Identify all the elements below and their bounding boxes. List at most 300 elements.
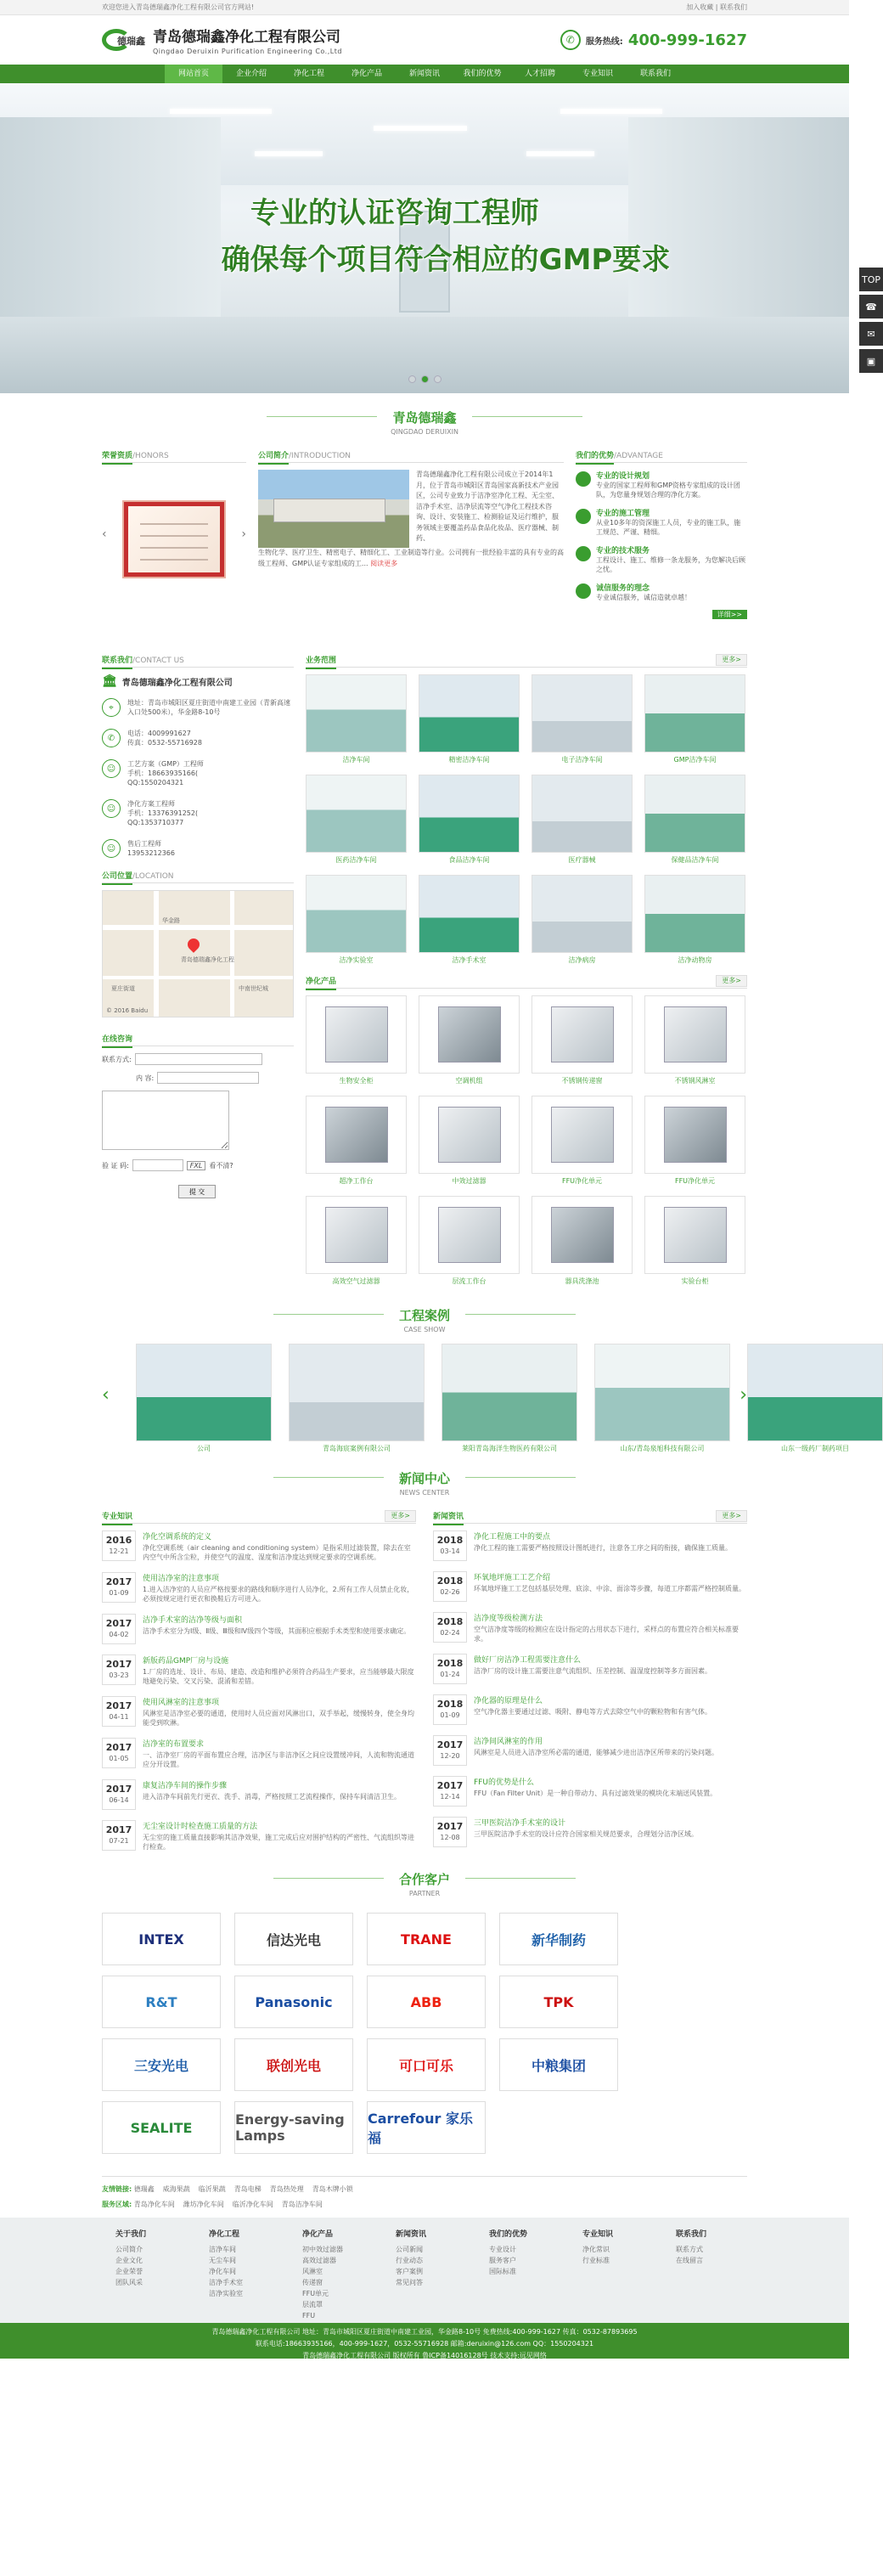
news-title[interactable]: 洁净室的布置要求 bbox=[143, 1740, 205, 1749]
product-caption: 高效空气过滤器 bbox=[332, 1277, 380, 1285]
business-item[interactable] bbox=[531, 674, 633, 764]
contact-text: 电话：4009991627 传真：0532-55716928 bbox=[127, 730, 202, 747]
partner-logo[interactable]: 中粮集团 bbox=[499, 2038, 618, 2091]
news-date: 2018 01-09 bbox=[433, 1694, 467, 1725]
check-icon bbox=[576, 471, 591, 487]
chevron-right-icon[interactable]: › bbox=[241, 527, 246, 541]
case-photo bbox=[594, 1344, 730, 1441]
consult-form: 在线咨询 联系方式: 内 容: 验 证 码: FXL 看不清? 提 交 bbox=[102, 1033, 294, 1198]
business-item[interactable] bbox=[531, 775, 633, 865]
news-date: 2017 07-21 bbox=[102, 1820, 136, 1851]
product-photo bbox=[531, 1196, 633, 1274]
news-title[interactable]: 洁净手术室的洁净等级与面积 bbox=[143, 1616, 243, 1625]
chevron-right-icon[interactable]: › bbox=[740, 1384, 747, 1406]
map-label: 青岛德瑞鑫净化工程 bbox=[181, 956, 234, 963]
footer-link[interactable]: 在线留言 bbox=[676, 2257, 703, 2264]
footer-link[interactable]: 客户案例 bbox=[396, 2268, 423, 2275]
business-photo bbox=[531, 674, 633, 753]
product-photo bbox=[531, 995, 633, 1074]
location-icon: ⌖ bbox=[102, 698, 121, 717]
news-summary: 一、洁净室厂房的平面布置应合理，洁净区与非洁净区之间应设置缓冲间，人流和物流通道应分开设置。 bbox=[143, 1751, 414, 1768]
news-summary: 空气净化器主要通过过滤、吸附、静电等方式去除空气中的颗粒物和有害气体。 bbox=[474, 1708, 711, 1716]
news-summary: 1.进入洁净室的人员应严格按要求的路线和顺序进行人员净化，2.所有工作人员禁止化妆，必须按规定进行更衣和换鞋后方可进入。 bbox=[143, 1586, 414, 1603]
product-item[interactable] bbox=[531, 1196, 633, 1286]
partner-logo[interactable]: R&T bbox=[102, 1976, 221, 2028]
product-caption: 不锈钢风淋室 bbox=[674, 1077, 716, 1085]
footer-link[interactable]: FFU单元 bbox=[302, 2290, 329, 2297]
footer-heading[interactable]: 关于我们 bbox=[115, 2230, 147, 2239]
product-item[interactable] bbox=[531, 995, 633, 1085]
business-caption: 洁净动物房 bbox=[678, 956, 712, 964]
news-summary: 三甲医院洁净手术室的设计应符合国家相关规范要求，合理划分洁净区域。 bbox=[474, 1830, 698, 1838]
advantage-item bbox=[576, 582, 747, 602]
news-title[interactable]: 使用风淋室的注意事项 bbox=[143, 1699, 220, 1707]
business-caption: 洁净实验室 bbox=[339, 956, 374, 964]
news-title[interactable]: 净化空调系统的定义 bbox=[143, 1533, 212, 1542]
partner-logo[interactable]: 信达光电 bbox=[234, 1913, 353, 1965]
news-item[interactable] bbox=[102, 1614, 416, 1644]
map-label: 华金路 bbox=[162, 917, 180, 924]
about-section-title: 青岛德瑞鑫 QINGDAO DERUIXIN bbox=[0, 409, 849, 436]
footer-link[interactable]: 初中效过滤器 bbox=[302, 2246, 343, 2253]
footer-heading[interactable]: 净化工程 bbox=[209, 2230, 240, 2239]
product-caption: 生物安全柜 bbox=[339, 1077, 374, 1085]
product-photo bbox=[531, 1096, 633, 1174]
footer-link[interactable]: FFU bbox=[302, 2312, 316, 2320]
news-title[interactable]: 环氧地坪施工工艺介绍 bbox=[474, 1574, 551, 1582]
contact-input[interactable] bbox=[135, 1053, 262, 1065]
case-caption: 山东一级药厂制药项目 bbox=[781, 1445, 849, 1452]
nav-item[interactable]: 联系我们 bbox=[639, 70, 671, 78]
chevron-left-icon[interactable]: ‹ bbox=[102, 527, 107, 541]
captcha-input[interactable] bbox=[132, 1159, 183, 1171]
footer-link[interactable]: 公司简介 bbox=[115, 2246, 143, 2253]
contact-item bbox=[102, 729, 294, 747]
business-caption: 洁净车间 bbox=[342, 756, 370, 764]
business-caption: 精密洁净车间 bbox=[448, 756, 490, 764]
friend-link[interactable]: 青岛电梯 bbox=[233, 2185, 262, 2193]
news-title[interactable]: 做好厂房洁净工程需要注意什么 bbox=[474, 1656, 582, 1665]
business-caption: GMP洁净车间 bbox=[673, 756, 717, 764]
advantages-panel: 我们的优势/ADVANTAGE 专业的设计规划 专业的国家工程师和GMP资格专家组成的设计团队，为您量身规划合理的净化方案。 专业的施工管理 从业10多年的资深施工人员，专业的施工队，施工规范、严谨、精细。 专业的技术服务 工程设计、施工、维修一条龙服务，为您解决后顾之忧。 诚信服务的理念 专业诚信服务，诚信造就卓越！ 详细>> bbox=[576, 449, 747, 640]
advantage-item bbox=[576, 470, 747, 499]
footer-column bbox=[489, 2228, 547, 2323]
footer-link[interactable]: 洁净实验室 bbox=[209, 2290, 243, 2297]
map-copyright: © 2016 Baidu bbox=[106, 1007, 149, 1014]
product-caption: 实验台柜 bbox=[681, 1277, 709, 1285]
check-icon bbox=[576, 509, 591, 524]
friend-links: 友情链接: 德瑞鑫 威海果蔬 临沂果蔬 青岛电梯 青岛热处理 青岛木牌小锁 服务区域: 青岛净化车间 潍坊净化车间 临沂净化车间 青岛洁净车间 bbox=[102, 2176, 747, 2212]
news-item[interactable] bbox=[433, 1817, 747, 1847]
side-toolbar bbox=[859, 268, 883, 376]
area-link[interactable]: 潍坊净化车间 bbox=[183, 2201, 224, 2208]
content-textarea[interactable] bbox=[102, 1091, 229, 1150]
case-caption: 青岛海宸案例有限公司 bbox=[323, 1445, 391, 1452]
contact-text: 地址：青岛市城阳区夏庄街道中南建工业园（青新高速入口处500米），华金路8-10号 bbox=[127, 699, 290, 716]
footer-column bbox=[396, 2228, 453, 2323]
company-subtitle: Qingdao Deruixin Purification Engineering Co.,Ltd bbox=[153, 48, 342, 55]
user-icon: ☺ bbox=[102, 799, 121, 818]
partner-logo[interactable]: 三安光电 bbox=[102, 2038, 221, 2091]
business-photo bbox=[531, 775, 633, 853]
business-item[interactable] bbox=[306, 775, 407, 865]
news-item[interactable] bbox=[433, 1612, 747, 1643]
business-item[interactable] bbox=[644, 674, 745, 764]
news-item[interactable] bbox=[102, 1696, 416, 1728]
banner-dot[interactable] bbox=[434, 375, 442, 383]
business-photo bbox=[306, 875, 407, 953]
phone-icon: ✆ bbox=[102, 729, 121, 747]
footer-link[interactable]: 国际标准 bbox=[489, 2268, 516, 2275]
product-caption: 中效过滤器 bbox=[452, 1177, 486, 1185]
nav-item[interactable]: 企业介绍 bbox=[235, 70, 267, 78]
footer-link[interactable]: 传递窗 bbox=[302, 2279, 323, 2286]
product-photo bbox=[306, 1096, 407, 1174]
map-label: 中南世纪城 bbox=[239, 985, 268, 992]
map-label: 夏庄街道 bbox=[111, 985, 135, 992]
footer-link[interactable]: 团队风采 bbox=[115, 2279, 143, 2286]
news-title[interactable]: 无尘室设计时检查施工质量的方法 bbox=[143, 1823, 258, 1831]
location-map[interactable] bbox=[102, 890, 294, 1017]
news-summary: 净化工程的施工需要严格按照设计图纸进行，注意各工序之间的衔接，确保施工质量。 bbox=[474, 1544, 732, 1552]
footer-link[interactable]: 洁净车间 bbox=[209, 2246, 236, 2253]
case-item[interactable] bbox=[289, 1344, 425, 1453]
business-photo bbox=[644, 775, 745, 853]
submit-button[interactable]: 提 交 bbox=[178, 1185, 216, 1198]
business-caption: 洁净手术室 bbox=[452, 956, 486, 964]
business-item[interactable] bbox=[644, 875, 745, 965]
nav-item[interactable]: 新闻资讯 bbox=[408, 70, 440, 78]
nav-item[interactable]: 人才招聘 bbox=[524, 70, 555, 78]
case-item[interactable] bbox=[594, 1344, 730, 1453]
banner-headline: 专业的认证咨询工程师 bbox=[250, 196, 539, 230]
product-item[interactable] bbox=[306, 995, 407, 1085]
footer-heading[interactable]: 联系我们 bbox=[676, 2230, 707, 2239]
content-input-line[interactable] bbox=[157, 1072, 259, 1084]
footer-link[interactable]: 洁净手术室 bbox=[209, 2279, 243, 2286]
product-photo bbox=[644, 995, 745, 1074]
nav-item[interactable]: 净化产品 bbox=[351, 70, 382, 78]
news-title[interactable]: 净化器的原理是什么 bbox=[474, 1697, 543, 1705]
footer-link[interactable]: 常见问答 bbox=[396, 2279, 423, 2286]
header bbox=[0, 15, 849, 65]
news-summary: 风淋室是人员进入洁净室所必需的通道，能够减少进出洁净区所带来的污染问题。 bbox=[474, 1749, 718, 1756]
news-summary: 洁净厂房的设计施工需要注意气流组织、压差控制、温湿度控制等多方面因素。 bbox=[474, 1667, 711, 1675]
nav-item[interactable]: 网站首页 bbox=[165, 65, 222, 83]
advantage-desc: 工程设计、施工、维修一条龙服务，为您解决后顾之忧。 bbox=[596, 556, 745, 573]
case-photo bbox=[289, 1344, 425, 1441]
news-title[interactable]: 净化工程施工中的要点 bbox=[474, 1533, 551, 1542]
news-more-link[interactable]: 更多> bbox=[716, 1510, 747, 1522]
news-title[interactable]: 康复洁净车间的操作步骤 bbox=[143, 1782, 228, 1790]
nav-item[interactable]: 净化工程 bbox=[293, 70, 324, 78]
product-item[interactable] bbox=[531, 1096, 633, 1186]
advantage-title: 专业的技术服务 bbox=[596, 547, 650, 555]
news-item[interactable] bbox=[433, 1530, 747, 1561]
news-title[interactable]: 洁净度等级检测方法 bbox=[474, 1615, 543, 1623]
area-link[interactable]: 青岛洁净车间 bbox=[281, 2201, 323, 2208]
friend-link[interactable]: 青岛木牌小锁 bbox=[312, 2185, 353, 2193]
news-summary: 无尘室的施工质量直接影响其洁净效果，施工完成后应对围护结构的严密性、气流组织等进行检查。 bbox=[143, 1834, 414, 1851]
footer-link[interactable]: 无尘车间 bbox=[209, 2257, 236, 2264]
contact-item bbox=[102, 839, 294, 858]
business-item[interactable] bbox=[419, 875, 520, 965]
news-item[interactable] bbox=[433, 1735, 747, 1766]
advantage-title: 专业的施工管理 bbox=[596, 510, 650, 518]
business-caption: 食品洁净车间 bbox=[448, 856, 490, 864]
knowledge-more-link[interactable]: 更多> bbox=[385, 1510, 416, 1522]
news-summary: 1.厂房的选址、设计、布局、建造、改造和维护必须符合药品生产要求，应当能够最大限度地避免污染、交叉污染、混淆和差错。 bbox=[143, 1668, 414, 1685]
product-caption: FFU净化单元 bbox=[674, 1177, 716, 1185]
product-item[interactable] bbox=[306, 1096, 407, 1186]
partner-logo[interactable]: TRANE bbox=[367, 1913, 486, 1965]
news-title[interactable]: 洁净间风淋室的作用 bbox=[474, 1738, 543, 1746]
phone-icon: ✆ bbox=[560, 30, 581, 50]
products-more-link[interactable]: 更多> bbox=[716, 975, 747, 987]
logo-mark: 德瑞鑫 bbox=[102, 27, 146, 53]
check-icon bbox=[576, 583, 591, 599]
case-item[interactable] bbox=[747, 1344, 883, 1453]
product-item[interactable] bbox=[644, 995, 745, 1085]
case-carousel bbox=[102, 1344, 849, 1454]
banner-dot[interactable] bbox=[408, 375, 416, 383]
business-caption: 保健品洁净车间 bbox=[671, 856, 719, 864]
friend-link[interactable]: 青岛热处理 bbox=[269, 2185, 304, 2193]
news-date: 2017 12-20 bbox=[433, 1735, 467, 1766]
partner-logo[interactable]: Carrefour 家乐福 bbox=[367, 2101, 486, 2154]
news-date: 2018 01-24 bbox=[433, 1654, 467, 1684]
nav-item[interactable]: 专业知识 bbox=[582, 70, 613, 78]
building-icon: 🏛 bbox=[102, 674, 117, 688]
news-summary: 洁净手术室分为Ⅰ级、Ⅱ级、Ⅲ级和Ⅳ级四个等级，其面积应根据手术类型和使用要求确定。 bbox=[143, 1627, 411, 1635]
top-icon[interactable]: TOP bbox=[859, 268, 883, 291]
product-caption: 超净工作台 bbox=[339, 1177, 374, 1185]
news-date: 2018 02-24 bbox=[433, 1612, 467, 1643]
area-link[interactable]: 青岛净化车间 bbox=[133, 2201, 175, 2208]
news-item[interactable] bbox=[102, 1530, 416, 1562]
partner-logo[interactable]: 新华制药 bbox=[499, 1913, 618, 1965]
intro-text: 青岛德瑞鑫净化工程有限公司成立于2014年1月，位于青岛市城阳区青岛国家高新技术产业园区，公司专业致力于洁净室净化工程、无尘室、洁净手术室、洁净层流等空气净化工程技术咨询、设计、安装施工、检测验证及运行维护，服务领域主要覆盖药品食品化妆品、医疗器械、制药、 bbox=[416, 471, 559, 542]
area-link[interactable]: 临沂净化车间 bbox=[232, 2201, 273, 2208]
advantage-desc: 专业的国家工程师和GMP资格专家组成的设计团队，为您量身规划合理的净化方案。 bbox=[596, 482, 740, 499]
footer-link[interactable]: 净化常识 bbox=[582, 2246, 610, 2253]
partner-logo[interactable]: INTEX bbox=[102, 1913, 221, 1965]
footer-link[interactable]: 企业荣誉 bbox=[115, 2268, 143, 2275]
partner-logo[interactable]: TPK bbox=[499, 1976, 618, 2028]
footer-column bbox=[115, 2228, 173, 2323]
footer-link[interactable]: 企业文化 bbox=[115, 2257, 143, 2264]
news-date: 2016 12-21 bbox=[102, 1530, 136, 1561]
news-date: 2017 06-14 bbox=[102, 1779, 136, 1810]
footer-link[interactable]: 专业设计 bbox=[489, 2246, 516, 2253]
hero-banner bbox=[0, 83, 849, 393]
honor-certificate[interactable] bbox=[124, 502, 224, 577]
hotline-number: 400-999-1627 bbox=[627, 31, 747, 49]
footer-heading[interactable]: 专业知识 bbox=[582, 2230, 614, 2239]
cases-section-title: 工程案例 CASE SHOW bbox=[0, 1306, 849, 1333]
footer-link[interactable]: 公司新闻 bbox=[396, 2246, 423, 2253]
news-item[interactable] bbox=[433, 1571, 747, 1602]
topbar-links[interactable]: 加入收藏 | 联系我们 bbox=[686, 3, 747, 11]
footer-nav bbox=[0, 2218, 849, 2323]
news-date: 2017 12-14 bbox=[433, 1776, 467, 1807]
contact-text: 工艺方案（GMP）工程师 手机：18663935166( QQ:1550204321 bbox=[127, 760, 204, 786]
contact-text: 净化方案工程师 手机：13376391252( QQ:1353710377 bbox=[127, 800, 199, 826]
product-caption: 器具洗涤池 bbox=[565, 1277, 599, 1285]
news-item[interactable] bbox=[102, 1820, 416, 1852]
product-item[interactable] bbox=[306, 1196, 407, 1286]
case-item[interactable] bbox=[442, 1344, 577, 1453]
product-photo bbox=[306, 995, 407, 1074]
product-photo bbox=[419, 1196, 520, 1274]
logo[interactable] bbox=[102, 25, 342, 55]
business-item[interactable] bbox=[306, 674, 407, 764]
banner-dots[interactable] bbox=[0, 375, 849, 383]
product-caption: 不锈钢传递窗 bbox=[561, 1077, 603, 1085]
case-item[interactable] bbox=[136, 1344, 272, 1453]
company-title: 青岛德瑞鑫净化工程有限公司 bbox=[153, 29, 340, 46]
product-item[interactable] bbox=[419, 1196, 520, 1286]
footer-link[interactable]: 净化车间 bbox=[209, 2268, 236, 2275]
news-summary: 空气洁净度等级的检测应在设计指定的占用状态下进行，采样点的布置应符合相关标准要求。 bbox=[474, 1626, 739, 1643]
captcha-image[interactable]: FXL bbox=[187, 1161, 206, 1170]
contact-item bbox=[102, 799, 294, 827]
business-photo bbox=[306, 775, 407, 853]
business-caption: 医药洁净车间 bbox=[335, 856, 377, 864]
user-icon: ☺ bbox=[102, 759, 121, 778]
case-caption: 莱阳青岛海洋生物医药有限公司 bbox=[462, 1445, 557, 1452]
product-photo bbox=[644, 1196, 745, 1274]
partner-logo[interactable]: ABB bbox=[367, 1976, 486, 2028]
footer-link[interactable]: 层流罩 bbox=[302, 2301, 323, 2308]
news-date: 2017 01-05 bbox=[102, 1738, 136, 1768]
news-date: 2017 04-02 bbox=[102, 1614, 136, 1644]
business-photo bbox=[306, 674, 407, 753]
news-item[interactable] bbox=[102, 1738, 416, 1769]
product-item[interactable] bbox=[419, 1096, 520, 1186]
business-item[interactable] bbox=[419, 775, 520, 865]
advantage-more-button[interactable]: 详细>> bbox=[712, 610, 747, 619]
partner-grid bbox=[102, 1913, 747, 2154]
banner-subheadline: 确保每个项目符合相应的GMP要求 bbox=[221, 243, 671, 277]
footer-column bbox=[302, 2228, 360, 2323]
partner-logo[interactable]: SEALITE bbox=[102, 2101, 221, 2154]
friend-link[interactable]: 威海果蔬 bbox=[162, 2185, 190, 2193]
footer-link[interactable]: 行业标准 bbox=[582, 2257, 610, 2264]
mail-icon[interactable]: ✉ bbox=[859, 322, 883, 346]
news-title[interactable]: 三甲医院洁净手术室的设计 bbox=[474, 1819, 566, 1828]
main-nav bbox=[0, 65, 849, 83]
advantage-desc: 从业10多年的资深施工人员，专业的施工队，施工规范、严谨、精细。 bbox=[596, 519, 741, 536]
business-photo bbox=[419, 775, 520, 853]
contact-company: 🏛 青岛德瑞鑫净化工程有限公司 bbox=[102, 674, 233, 688]
case-caption: 山东/青岛泉旭科技有限公司 bbox=[620, 1445, 705, 1452]
captcha-refresh[interactable]: 看不清? bbox=[209, 1161, 233, 1170]
banner-dot-active[interactable] bbox=[421, 375, 429, 383]
product-item[interactable] bbox=[419, 995, 520, 1085]
product-caption: FFU净化单元 bbox=[561, 1177, 603, 1185]
footer-heading[interactable]: 我们的优势 bbox=[489, 2230, 528, 2239]
partner-logo[interactable]: Energy-saving Lamps bbox=[234, 2101, 353, 2154]
advantage-title: 专业的设计规划 bbox=[596, 472, 650, 481]
footer-link[interactable]: 行业动态 bbox=[396, 2257, 423, 2264]
nav-item[interactable]: 我们的优势 bbox=[463, 70, 502, 78]
business-item[interactable] bbox=[419, 674, 520, 764]
chevron-left-icon[interactable]: ‹ bbox=[102, 1384, 110, 1406]
news-date: 2017 12-08 bbox=[433, 1817, 467, 1847]
hotline-label: 服务热线: bbox=[585, 37, 623, 47]
business-item[interactable] bbox=[306, 875, 407, 965]
footer-column bbox=[209, 2228, 267, 2323]
news-item[interactable] bbox=[102, 1654, 416, 1686]
map-pin-icon bbox=[185, 936, 202, 953]
qrcode-icon[interactable]: ▣ bbox=[859, 349, 883, 373]
product-caption: 空调机组 bbox=[455, 1077, 483, 1085]
partner-logo[interactable]: 可口可乐 bbox=[367, 2038, 486, 2091]
footer-heading[interactable]: 新闻资讯 bbox=[396, 2230, 427, 2239]
news-date: 2017 04-11 bbox=[102, 1696, 136, 1727]
advantage-item bbox=[576, 544, 747, 574]
product-item[interactable] bbox=[644, 1196, 745, 1286]
user-icon: ☺ bbox=[102, 839, 121, 858]
news-item[interactable] bbox=[433, 1654, 747, 1684]
news-item[interactable] bbox=[102, 1779, 416, 1810]
news-column: 新闻资讯 更多> 2018 03-14 净化工程施工中的要点 净化工程的施工需要严格按照设计图纸进行，注意各工序之间的衔接，确保施工质量。 2018 02-26 环氧地坪施工工艺介绍 环氧地坪施工工艺包括基层处理、底涂、中涂、面涂等步骤，每道工序都需严格控制质量。 2018 02-24 洁净度等级检测方法 空气洁净度等级的检测应在设计指定的占用状态下进行，采样点的布置应符合相关标准要求。 2018 01-24 做好厂房洁净工程需要注意什么 洁净厂房的设计施工需要注意气流组织、压差控制、温湿度控制等多方面因素。 2018 01-09 净化器的原理是什么 空气净化器主要通过过滤、吸附、静电等方式去除空气中的颗粒物和有害气体。 2017 12-20 洁净间风淋室的作用 风淋室是人员进入洁净室所必需的通道，能够减少进出洁净区所带来的污染问题。 2017 12-14 FFU的优势是什么 FFU（Fan Filter Unit）是一种自带动力、具有过滤效果的模块化末端送风装置。 2017 12-08 三甲医院洁净手术室的设计 三甲医院洁净手术室的设计应符合国家相关规范要求，合理划分洁净区域。 bbox=[433, 1510, 747, 1862]
news-title[interactable]: 使用洁净室的注意事项 bbox=[143, 1575, 220, 1583]
news-title[interactable]: FFU的优势是什么 bbox=[474, 1778, 534, 1787]
business-photo bbox=[531, 875, 633, 953]
news-date: 2017 01-09 bbox=[102, 1572, 136, 1603]
business-photo bbox=[644, 674, 745, 753]
business-caption: 医疗器械 bbox=[568, 856, 596, 864]
news-summary: FFU（Fan Filter Unit）是一种自带动力、具有过滤效果的模块化末端送风装置。 bbox=[474, 1790, 717, 1797]
footer-heading[interactable]: 净化产品 bbox=[302, 2230, 334, 2239]
footer-link[interactable]: 联系方式 bbox=[676, 2246, 703, 2253]
business-item[interactable] bbox=[644, 775, 745, 865]
product-photo bbox=[419, 1096, 520, 1174]
footer-link[interactable]: 风淋室 bbox=[302, 2268, 323, 2275]
copyright-line: 青岛德瑞鑫净化工程有限公司 版权所有 鲁ICP备14016128号 技术支持:远见网络 bbox=[302, 2352, 547, 2359]
news-summary: 风淋室是洁净室必要的通道，使用时人员应面对风淋出口，双手举起，缓慢转身，使全身均能受到吹淋。 bbox=[143, 1710, 414, 1727]
intro-more-link[interactable]: 阅读更多 bbox=[370, 559, 398, 567]
news-item[interactable] bbox=[433, 1776, 747, 1807]
product-item[interactable] bbox=[644, 1096, 745, 1186]
welcome-text: 欢迎您进入青岛德瑞鑫净化工程有限公司官方网站! bbox=[102, 3, 255, 11]
news-title[interactable]: 新版药品GMP厂房与设施 bbox=[143, 1657, 229, 1666]
copyright-line: 青岛德瑞鑫净化工程有限公司 地址：青岛市城阳区夏庄街道中南建工业园，华金路8-10号 免费热线:400-999-1627 传真：0532-87893695 bbox=[211, 2328, 638, 2336]
company-photo bbox=[258, 470, 409, 548]
case-photo bbox=[747, 1344, 883, 1441]
partner-logo[interactable]: Panasonic bbox=[234, 1976, 353, 2028]
news-item[interactable] bbox=[102, 1572, 416, 1604]
business-caption: 电子洁净车间 bbox=[561, 756, 603, 764]
phone-icon[interactable]: ☎ bbox=[859, 295, 883, 318]
news-date: 2017 03-23 bbox=[102, 1654, 136, 1685]
news-item[interactable] bbox=[433, 1694, 747, 1725]
partner-logo[interactable]: 联创光电 bbox=[234, 2038, 353, 2091]
hotline bbox=[560, 30, 747, 50]
business-more-link[interactable]: 更多> bbox=[716, 654, 747, 666]
copyright-line: 联系电话:18663935166，400-999-1627，0532-55716928 邮箱:deruixin@126.com QQ：1550204321 bbox=[255, 2340, 594, 2348]
footer-link[interactable]: 服务客户 bbox=[489, 2257, 516, 2264]
friend-link[interactable]: 德瑞鑫 bbox=[133, 2185, 155, 2193]
case-photo bbox=[136, 1344, 272, 1441]
friend-link[interactable]: 临沂果蔬 bbox=[198, 2185, 226, 2193]
business-item[interactable] bbox=[531, 875, 633, 965]
topbar bbox=[0, 0, 849, 15]
advantage-desc: 专业诚信服务，诚信造就卓越！ bbox=[596, 594, 691, 601]
footer-link[interactable]: 高效过滤器 bbox=[302, 2257, 336, 2264]
